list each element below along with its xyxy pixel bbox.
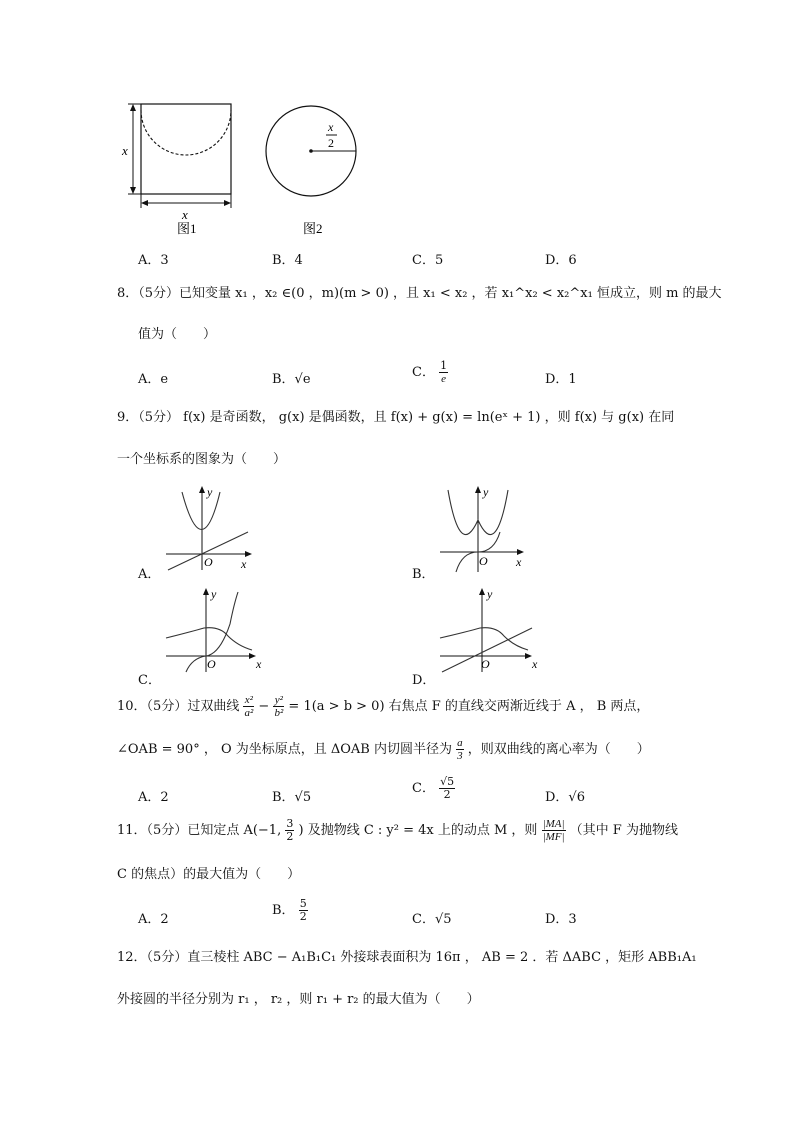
graph-c-x-label: x [256,657,262,671]
q11-option-c[interactable]: C．√5 [412,912,452,927]
q7-option-a[interactable]: A．3 [138,253,169,268]
q10-option-c-label: C． [412,781,435,796]
q10-stem-line2: ∠OAB = 90° ， O 为坐标原点，且 ΔOAB 内切圆半径为 $\frac{a}{3}$ ，则双曲线的离心率为（ ） [117,737,650,762]
q11-option-a[interactable]: A．2 [138,912,169,927]
graph-d-x-label: x [532,657,538,671]
q11-option-b-label: B． [272,903,295,918]
q9-option-b[interactable]: B． [412,567,435,582]
q9-graph-a[interactable] [160,482,260,574]
q11-stem-line2: C 的焦点）的最大值为（ ） [117,867,301,882]
graph-b-y-label: y [483,485,489,499]
q12-stem-line2: 外接圆的半径分别为 r₁ ， r₂ ，则 r₁ + r₂ 的最大值为（ ） [117,992,480,1007]
q8-option-c-fraction: $\frac{1}{e}$ [440,359,448,385]
q8-stem-line2: 值为（ ） [138,327,217,342]
q11-frac-3-2: $\frac{3}{2}$ [286,817,294,843]
graph-a-x-label: x [241,557,247,571]
q10-frac-x2-a2: $\frac{\text{x²}}{\text{a²}}$ [244,694,254,719]
q8-option-c[interactable] [412,360,448,385]
graph-d-origin-label: O [481,657,490,671]
q9-graph-d[interactable] [436,584,546,676]
q8-stem-line1: 8．（5分）已知变量 x₁ ，x₂ ∈(0 ，m)(m > 0) ，且 x₁ < x₂ ，若 x₁^x₂ < x₂^x₁ 恒成立，则 m 的最大 [117,286,722,301]
fig1-side-label: x [122,143,128,158]
q7-option-c[interactable]: C．5 [412,253,444,268]
q11-option-b[interactable] [272,898,308,923]
graph-c-y-label: y [211,587,217,601]
q9-graph-c[interactable] [160,584,270,676]
q11-stem-line1: 11．（5分）已知定点 A(−1, $\frac{3}{2}$ ) 及抛物线 C : y² = 4x 上的动点 M ，则 $\frac{|MA|}{|MF|}$ （其中 F 为抛物线 [117,817,678,843]
figure-1-2 [115,96,375,241]
fig2-radius-den: 2 [328,136,334,150]
graph-b-x-label: x [516,555,522,569]
graph-a-origin-label: O [204,555,213,569]
q7-option-d[interactable]: D．6 [545,253,577,268]
fig1-bottom-label: x [182,207,188,222]
graph-c-origin-label: O [207,657,216,671]
graph-b-origin-label: O [479,554,488,568]
q10-stem-line1: 10．（5分）过双曲线 $\frac{\text{x²}}{\text{a²}}$ − $\frac{\text{y²}}{\text{b²}}$ = 1(a > b > 0) 右焦点 F 的直线交两渐近线于 A ， B 两点， [117,694,650,719]
q12-stem-line1: 12．（5分）直三棱柱 ABC − A₁B₁C₁ 外接球表面积为 16π ， AB = 2 ．若 ΔABC ，矩形 ABB₁A₁ [117,950,697,965]
figure-2-circle [266,106,356,196]
graph-a-y-label: y [207,485,213,499]
q9-graph-b[interactable] [436,482,536,574]
q10-option-c[interactable] [412,776,455,801]
q8-option-b[interactable]: B．√e [272,372,311,387]
q11-frac-ma-mf: $\frac{|MA|}{|MF|}$ [542,818,565,843]
q10-option-b[interactable]: B．√5 [272,790,312,805]
q11-option-b-fraction: $\frac{5}{2}$ [299,897,307,923]
q10-frac-a-3: $\frac{a}{3}$ [457,737,463,762]
q10-frac-y2-b2: $\frac{\text{y²}}{\text{b²}}$ [274,694,284,719]
q10-option-d[interactable]: D．√6 [545,790,585,805]
graph-d-y-label: y [487,587,493,601]
fig2-caption: 图2 [303,221,323,236]
q9-stem-line2: 一个坐标系的图象为（ ） [117,452,287,467]
q10-option-c-fraction: $\frac{√5}{2}$ [440,775,455,801]
q8-option-d[interactable]: D．1 [545,372,577,387]
q9-stem-line1: 9．（5分） f(x) 是奇函数， g(x) 是偶函数，且 f(x) + g(x) = ln(eˣ + 1) ，则 f(x) 与 g(x) 在同 [117,410,675,425]
q8-option-c-label: C． [412,365,435,380]
q9-option-a[interactable]: A． [138,567,161,582]
q9-option-d[interactable]: D． [412,673,436,688]
fig2-radius-num: x [328,120,334,134]
q8-option-a[interactable]: A．e [138,372,169,387]
q11-option-d[interactable]: D．3 [545,912,577,927]
figure-1-square [128,104,231,208]
q7-option-b[interactable]: B．4 [272,253,303,268]
fig1-caption: 图1 [177,221,197,236]
q10-option-a[interactable]: A．2 [138,790,169,805]
q9-option-c[interactable]: C． [138,673,161,688]
